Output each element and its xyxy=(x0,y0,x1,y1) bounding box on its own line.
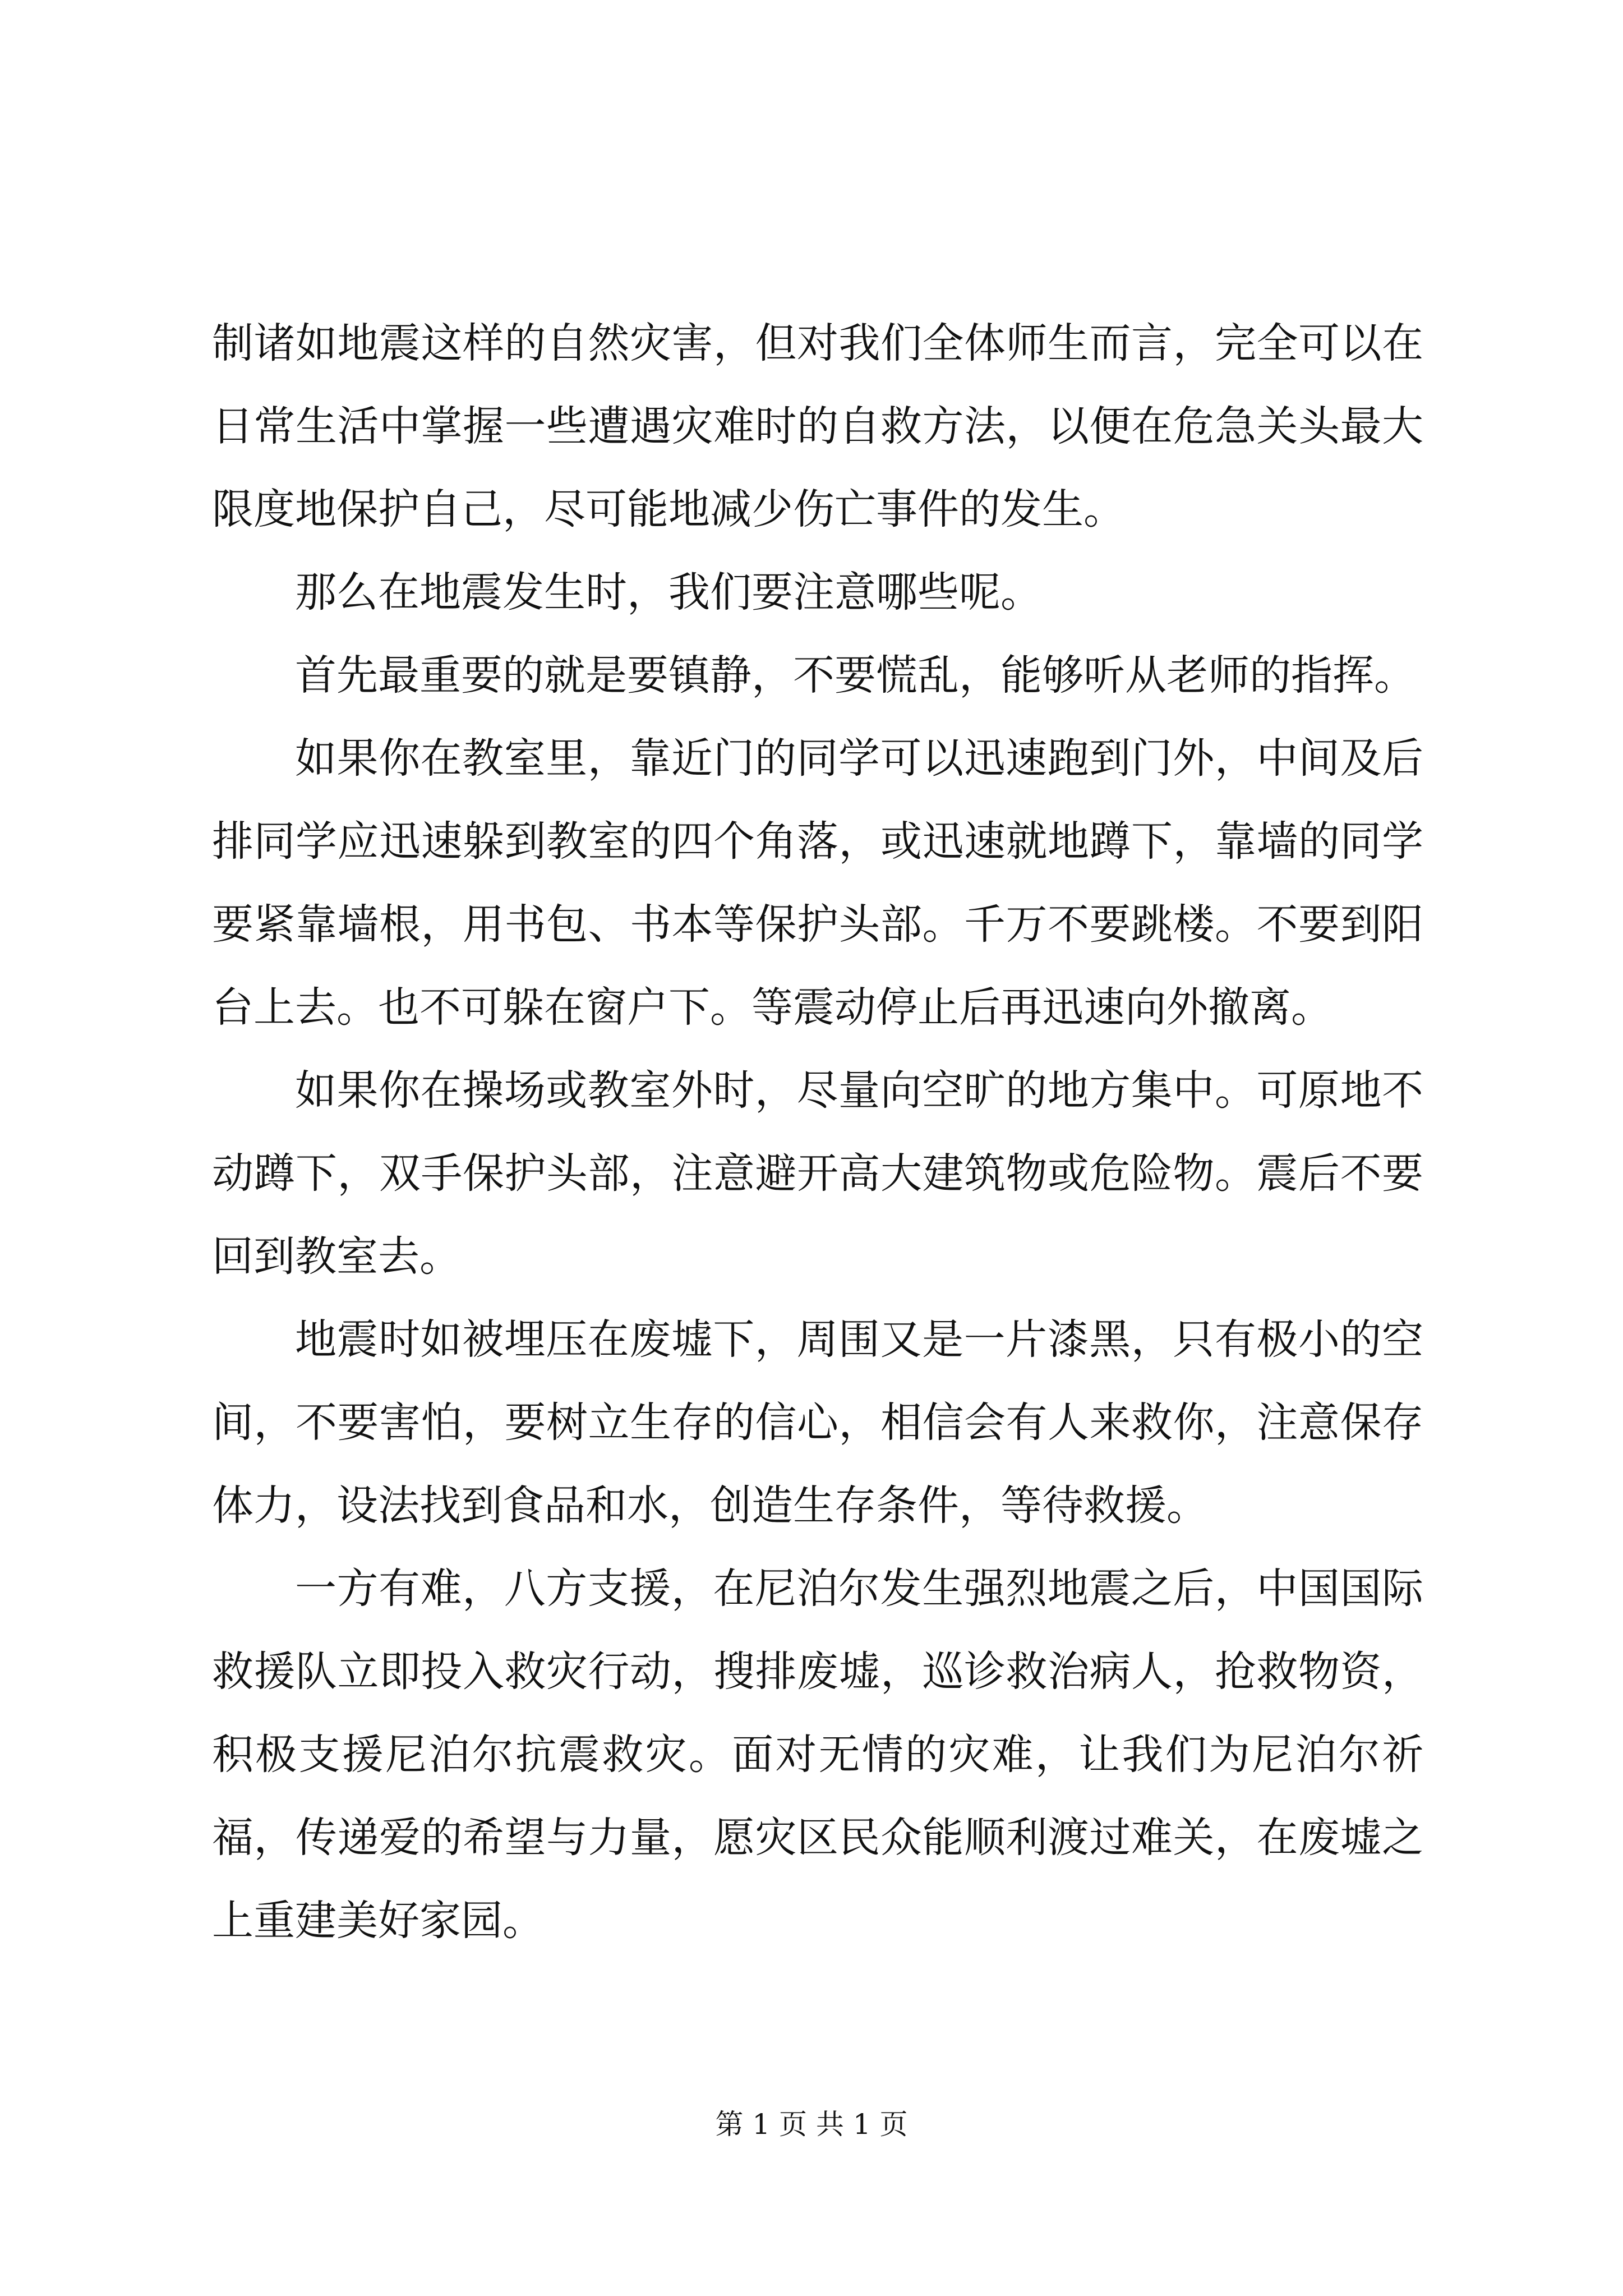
paragraph-2: 那么在地震发生时，我们要注意哪些呢。 xyxy=(295,568,1042,616)
paragraph-1: 制诸如地震这样的自然灾害，但对我们全体师生而言，完全可以在日常生活中掌握一些遭遇灾难时的自救方法，以便在危急关头最大限度地保护自己，尽可能地减少伤亡事件的发生。 xyxy=(212,319,1423,533)
paragraph-7: 一方有难，八方支援，在尼泊尔发生强烈地震之后，中国国际救援队立即投入救灾行动，搜排废墟，巡诊救治病人，抢救物资，积极支援尼泊尔抗震救灾。面对无情的灾难，让我们为尼泊尔祈福，传递爱的希望与力量，愿灾区民众能顺利渡过难关，在废墟之上重建美好家园。 xyxy=(212,1565,1423,1945)
page-number-footer: 第 1 页 共 1 页 xyxy=(715,2108,908,2141)
paragraph-6: 地震时如被埋压在废墟下，周围又是一片漆黑，只有极小的空间，不要害怕，要树立生存的信心，相信会有人来救你，注意保存体力，设法找到食品和水，创造生存条件，等待救援。 xyxy=(212,1315,1423,1530)
paragraph-4: 如果你在教室里，靠近门的同学可以迅速跑到门外，中间及后排同学应迅速躲到教室的四个角落，或迅速就地蹲下，靠墙的同学要紧靠墙根，用书包、书本等保护头部。千万不要跳楼。不要到阳台上去。也不可躲在窗户下。等震动停止后再迅速向外撤离。 xyxy=(212,734,1423,1032)
document-body xyxy=(212,302,1423,1962)
paragraph-5: 如果你在操场或教室外时，尽量向空旷的地方集中。可原地不动蹲下，双手保护头部，注意避开高大建筑物或危险物。震后不要回到教室去。 xyxy=(212,1066,1423,1281)
paragraph-3: 首先最重要的就是要镇静，不要慌乱，能够听从老师的指挥。 xyxy=(295,651,1415,700)
